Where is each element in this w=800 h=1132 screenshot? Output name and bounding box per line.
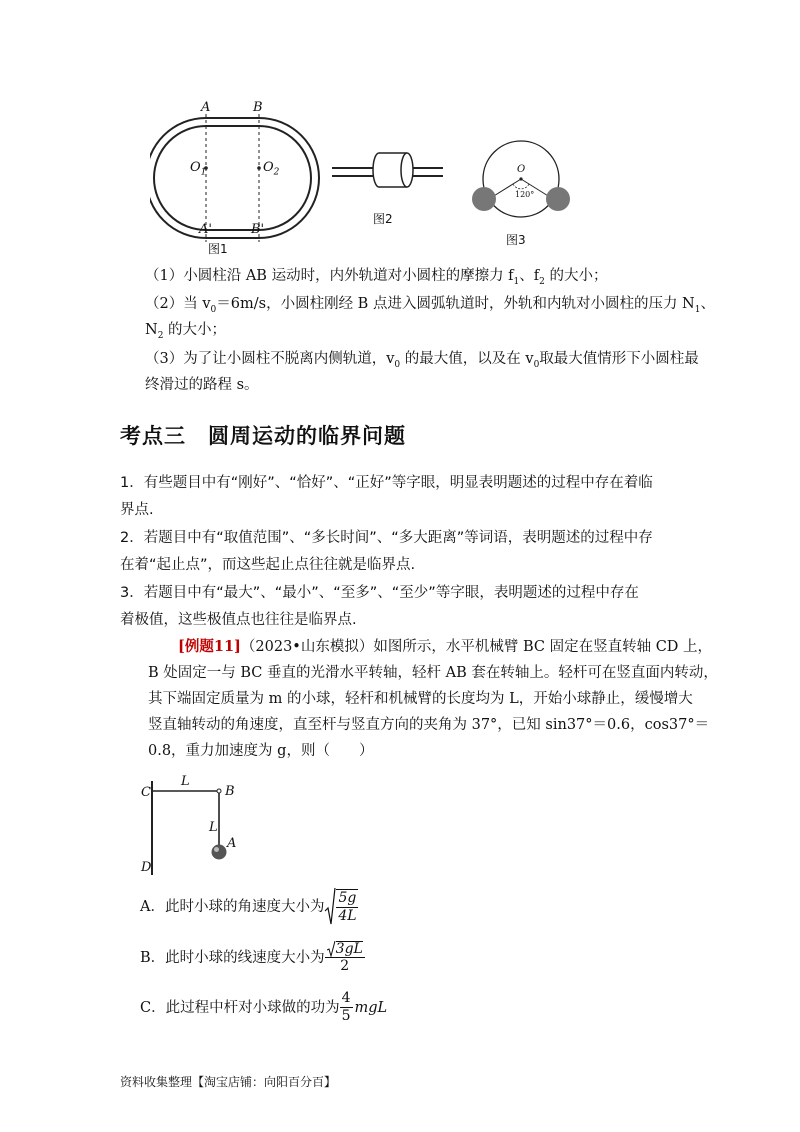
question-3-cont: 终滑过的路程 s。: [145, 377, 259, 393]
fig-label-b: B: [225, 784, 235, 799]
figure-1-track: [150, 98, 330, 258]
question-1: （1）小圆柱沿 AB 运动时，内外轨道对小圆柱的摩擦力 $f_1$、$f_2$ 的大小；: [145, 268, 608, 287]
option-a[interactable]: A．此时小球的角速度大小为 $\frac{5g}{4L}$: [140, 887, 358, 927]
fig1-label-o1: $O_1$: [190, 160, 207, 178]
point-2-line-2: 在着“起止点”，而这些起止点往往就是临界点.: [120, 557, 416, 573]
footer-note: 资料收集整理【淘宝店铺：向阳百分百】: [120, 1075, 337, 1089]
fig-label-d: D: [141, 860, 152, 875]
example-line-1: [例题11]（2023•山东模拟）如图所示，水平机械臂 BC 固定在竖直转轴 CD 上，: [178, 638, 713, 655]
point-1-line-2: 界点.: [120, 502, 154, 518]
fig3-label-o: O: [517, 164, 526, 175]
question-2-cont: $N_2$ 的大小；: [145, 322, 227, 341]
point-3-line-2: 着极值，这些极值点也往往是临界点.: [120, 612, 357, 628]
option-c[interactable]: C．此过程中杆对小球做的功为 $\frac{4}{5}$ mgL: [140, 990, 388, 1024]
fig1-label-a-prime: A': [199, 222, 212, 237]
point-3-line-1: 3．若题目中有“最大”、“最小”、“至多”、“至少”等字眼，表明题述的过程中存在: [120, 585, 639, 601]
fig1-label-b-prime: B': [251, 222, 265, 237]
fig2-caption: 图2: [373, 212, 393, 226]
question-3: （3）为了让小圆柱不脱离内侧轨道，$v_0$ 的最大值，以及在 $v_0$取最大值情形下小圆柱最: [145, 351, 699, 370]
example-line-5: 0.8，重力加速度为 g，则（ ）: [148, 743, 374, 759]
example-line-4: 竖直轴转动的角速度，直至杆与竖直方向的夹角为 37°，已知 sin37°＝0.6，cos37°＝: [148, 717, 710, 733]
fig-label-l-top: L: [181, 774, 190, 789]
sqrt-sign-icon-b: [327, 940, 336, 957]
fig-label-a: A: [227, 836, 237, 851]
section-title: 考点三 圆周运动的临界问题: [120, 424, 406, 448]
fig3-angle-label: 120°: [515, 190, 535, 199]
fig-label-c: C: [141, 785, 151, 800]
figure-3-circle: [470, 135, 580, 230]
fig3-caption: 图3: [506, 233, 526, 247]
point-1-line-1: 1．有些题目中有“刚好”、“恰好”、“正好”等字眼，明显表明题述的过程中存在着临: [120, 475, 653, 491]
example-tag: [例题11]: [178, 638, 241, 655]
fig1-caption: 图1: [208, 242, 228, 256]
fig1-label-o2: $O_2$: [263, 160, 280, 178]
question-2: （2）当 $v_0=6m/s$，小圆柱刚经 B 点进入圆弧轨道时，外轨和内轨对小圆柱的压力 $N_1$、: [145, 296, 715, 315]
fig1-label-a: A: [201, 100, 211, 115]
fig1-label-b: B: [253, 100, 263, 115]
sqrt-sign-icon: [324, 887, 336, 927]
figure-2-cylinder: [330, 148, 445, 203]
point-2-line-1: 2．若题目中有“取值范围”、“多长时间”、“多大距离”等词语，表明题述的过程中存: [120, 530, 653, 546]
option-b[interactable]: B．此时小球的线速度大小为 $\frac{3gL}{2}$: [140, 941, 363, 974]
fig-label-l-rod: L: [209, 820, 218, 835]
example-line-3: 其下端固定质量为 m 的小球，轻杆和机械臂的长度均为 L，开始小球静止，缓慢增大: [148, 691, 693, 707]
example-line-2: B 处固定一与 BC 垂直的光滑水平转轴，轻杆 AB 套在转轴上。轻杆可在竖直面内转动，: [148, 665, 718, 681]
